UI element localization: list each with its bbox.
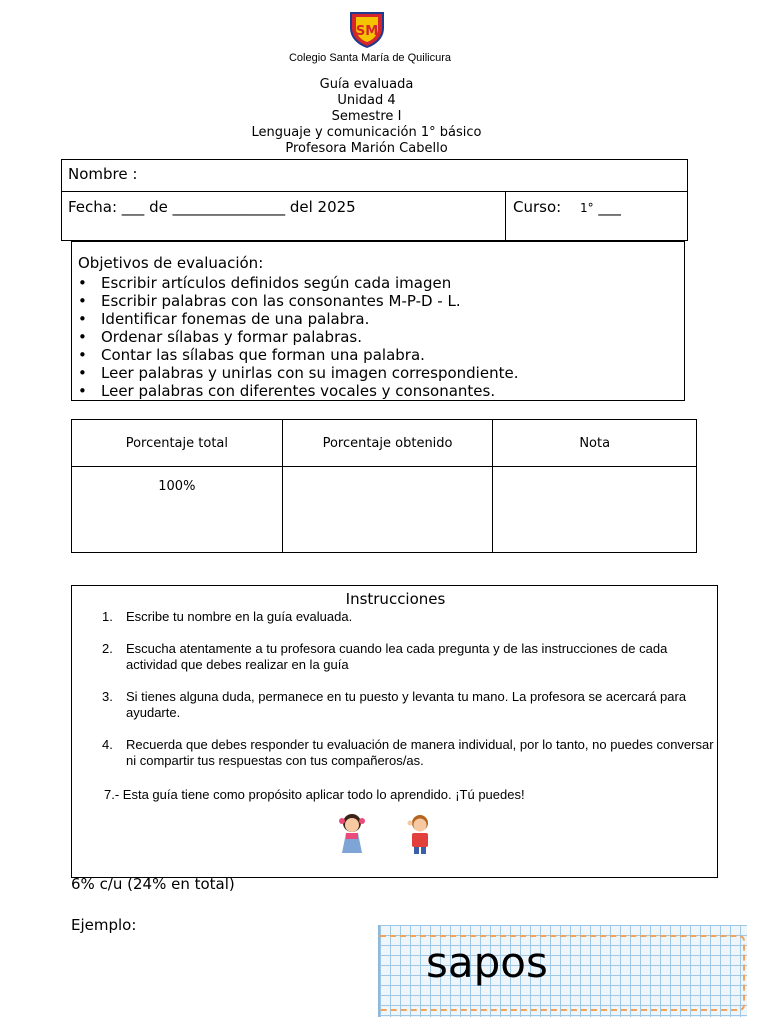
instruction-text: Escucha atentamente a tu profesora cuando lea cada pregunta y de las instrucciones de cada actividad que debes realizar en la guía <box>126 641 668 672</box>
header-total-percent: Porcentaje total <box>72 420 283 467</box>
objective-item: • Ordenar sílabas y formar palabras. <box>78 328 684 346</box>
score-table <box>71 419 697 553</box>
header-line-title: Guía evaluada <box>319 77 414 92</box>
instruction-item <box>102 641 714 673</box>
points-note: 6% c/u (24% en total) <box>71 875 235 893</box>
instruction-item <box>102 609 714 625</box>
header-line-semester: Semestre I <box>331 109 402 124</box>
objective-item: • Identificar fonemas de una palabra. <box>78 310 684 328</box>
cell-divider <box>505 192 506 241</box>
instruction-item <box>102 689 714 721</box>
instruction-text: Si tienes alguna duda, permanece en tu puesto y levanta tu mano. La profesora se acercará para ayudarte. <box>126 689 687 720</box>
header-line-subject: Lenguaje y comunicación 1° básico <box>251 125 482 140</box>
instructions-list <box>102 609 714 785</box>
instruction-text: Escribe tu nombre en la guía evaluada. <box>126 609 353 624</box>
header-obtained-percent: Porcentaje obtenido <box>282 420 493 467</box>
curso-blank: ___ <box>598 198 621 216</box>
date-field[interactable]: Fecha: ___ de _______________ del 2025 <box>68 198 356 216</box>
curso-field[interactable] <box>513 198 621 216</box>
instruction-final-note: 7.- Esta guía tiene como propósito aplicar todo lo aprendido. ¡Tú puedes! <box>104 787 525 802</box>
header-line-unit: Unidad 4 <box>337 93 396 108</box>
header-line-teacher: Profesora Marión Cabello <box>285 141 448 156</box>
girl-icon <box>339 814 365 853</box>
crest-letters: SM <box>355 24 379 39</box>
instruction-number: 3. <box>102 689 113 704</box>
objective-item: • Escribir palabras con las consonantes M-P-D - L. <box>78 292 684 310</box>
children-thinking-icon <box>334 811 444 855</box>
name-field-row[interactable] <box>61 159 688 192</box>
objectives-box <box>71 241 685 401</box>
instruction-item <box>102 737 714 769</box>
cell-obtained-percent[interactable] <box>282 467 493 553</box>
curso-label: Curso: <box>513 198 562 216</box>
instruction-number: 1. <box>102 609 113 624</box>
cell-grade[interactable] <box>493 467 697 553</box>
instruction-text: Recuerda que debes responder tu evaluación de manera individual, por lo tanto, no puedes conversar ni compartir tus respuestas con tus compañeros/as. <box>126 737 714 768</box>
document-header <box>0 77 733 157</box>
instruction-number: 2. <box>102 641 113 656</box>
objective-item: • Leer palabras y unirlas con su imagen correspondiente. <box>78 364 684 382</box>
objectives-title: Objetivos de evaluación: <box>78 254 264 272</box>
school-name: Colegio Santa María de Quilicura <box>288 52 452 64</box>
example-word-card <box>378 925 747 1017</box>
instruction-number: 4. <box>102 737 113 752</box>
objective-item: • Leer palabras con diferentes vocales y consonantes. <box>78 382 684 400</box>
school-crest-icon <box>348 10 386 48</box>
score-table-header-row <box>72 420 697 467</box>
date-field-row <box>61 191 688 241</box>
instructions-title: Instrucciones <box>345 590 446 608</box>
name-label: Nombre : <box>68 165 138 183</box>
boy-icon <box>408 815 429 854</box>
score-table-row <box>72 467 697 553</box>
cell-total-percent: 100% <box>72 467 283 553</box>
curso-value: 1° <box>579 201 594 215</box>
header-grade: Nota <box>493 420 697 467</box>
example-label: Ejemplo: <box>71 916 137 934</box>
objectives-list <box>78 274 684 400</box>
objective-item: • Escribir artículos definidos según cada imagen <box>78 274 684 292</box>
example-word: sapos <box>426 938 548 987</box>
objective-item: • Contar las sílabas que forman una palabra. <box>78 346 684 364</box>
instructions-box <box>71 585 718 878</box>
